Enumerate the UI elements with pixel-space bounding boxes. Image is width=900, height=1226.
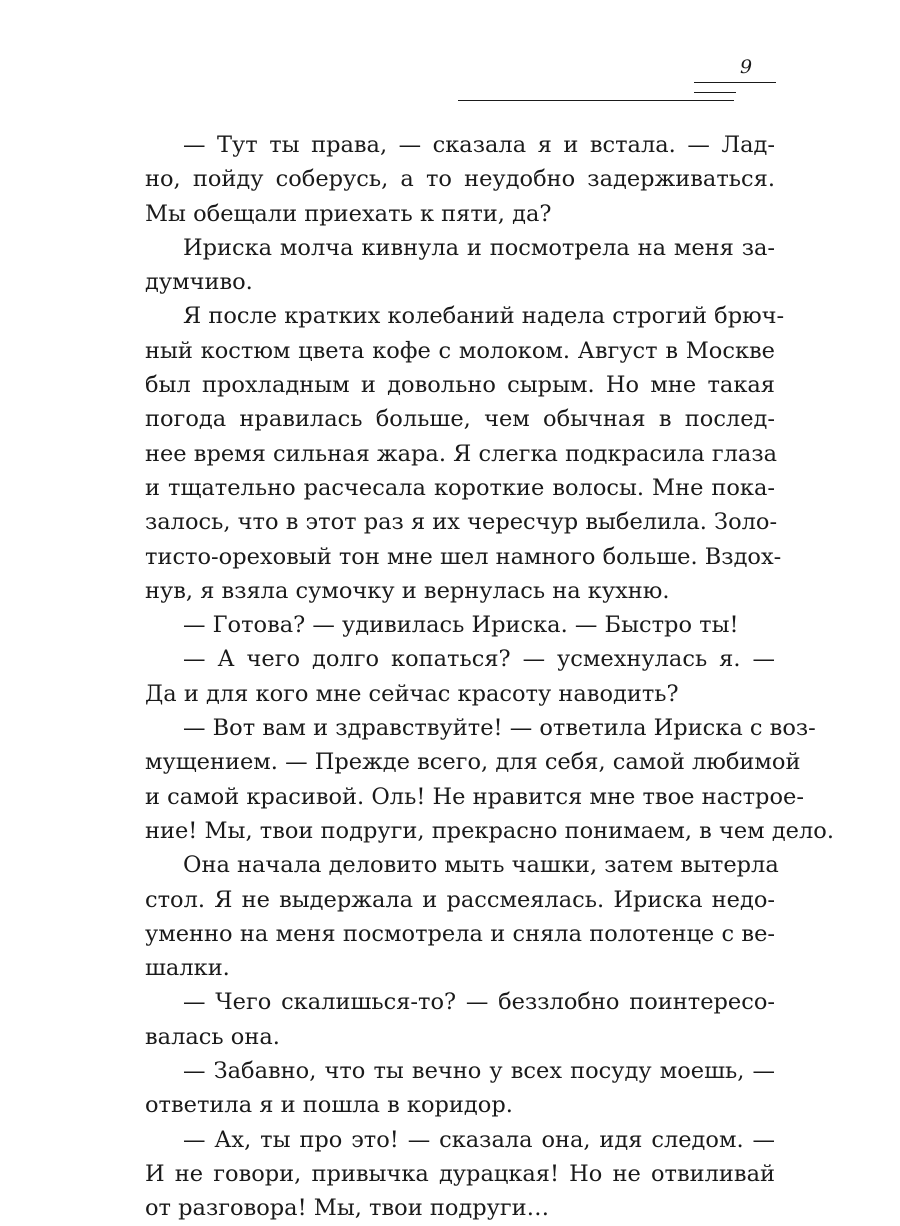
text-line: уменно на меня посмотрела и сняла полотенце с ве- (145, 920, 775, 947)
text-line: валась она. (145, 1023, 280, 1050)
text-line: погода нравилась больше, чем обычная в послед- (145, 406, 775, 433)
text-line: стол. Я не выдержала и рассмеялась. Ириска недо- (145, 886, 775, 913)
text-line: думчиво. (145, 269, 253, 296)
text-line: ответила я и пошла в коридор. (145, 1092, 513, 1119)
text-line: Да и для кого мне сейчас красоту наводить? (145, 680, 679, 707)
text-line: залось, что в этот раз я их чересчур выбелила. Золо- (145, 509, 778, 536)
text-line: Ириска молча кивнула и посмотрела на меня за- (183, 234, 775, 261)
text-line: И не говори, привычка дурацкая! Но не отвиливай (145, 1160, 775, 1187)
text-line: от разговора! Мы, твои подруги… (145, 1195, 550, 1222)
text-line: нее время сильная жара. Я слегка подкрасила глаза (145, 440, 778, 467)
text-line: но, пойду соберусь, а то неудобно задерживаться. (145, 166, 775, 193)
text-line: шалки. (145, 955, 230, 982)
text-line: — Забавно, что ты вечно у всех посуду моешь, — (183, 1058, 775, 1085)
header-rule-middle (694, 92, 736, 93)
text-line: мущением. — Прежде всего, для себя, самой любимой (145, 749, 801, 776)
text-line: ние! Мы, твои подруги, прекрасно понимаем, в чем дело. (145, 817, 834, 844)
text-line: тисто-ореховый тон мне шел намного больше. Вздох- (145, 543, 782, 570)
page-number: 9 (740, 56, 753, 78)
text-line: Она начала деловито мыть чашки, затем вытерла (183, 852, 779, 879)
text-line: — Ах, ты про это! — сказала она, идя следом. — (183, 1126, 775, 1153)
text-line: — А чего долго копаться? — усмехнулась я. — (183, 646, 775, 673)
text-line: был прохладным и довольно сырым. Но мне такая (145, 372, 775, 399)
text-line: — Вот вам и здравствуйте! — ответила Ириска с воз- (183, 715, 816, 742)
text-line: и тщательно расчесала короткие волосы. Мне пока- (145, 474, 775, 501)
text-line: Я после кратких колебаний надела строгий брюч- (183, 303, 785, 330)
text-line: ный костюм цвета кофе с молоком. Август в Москве (145, 337, 775, 364)
body-text (145, 128, 834, 1226)
text-line: нув, я взяла сумочку и вернулась на кухню. (145, 577, 670, 604)
header-rule-long (458, 100, 734, 101)
text-line: и самой красивой. Оль! Не нравится мне твое настрое- (145, 783, 804, 810)
text-line: — Готова? — удивилась Ириска. — Быстро ты! (183, 612, 739, 639)
text-line: — Тут ты права, — сказала я и встала. — Лад- (183, 132, 775, 158)
text-line: Мы обещали приехать к пяти, да? (145, 200, 552, 227)
text-line: — Чего скалишься-то? — беззлобно поинтересо- (183, 989, 775, 1016)
header-rule-top (694, 82, 776, 83)
